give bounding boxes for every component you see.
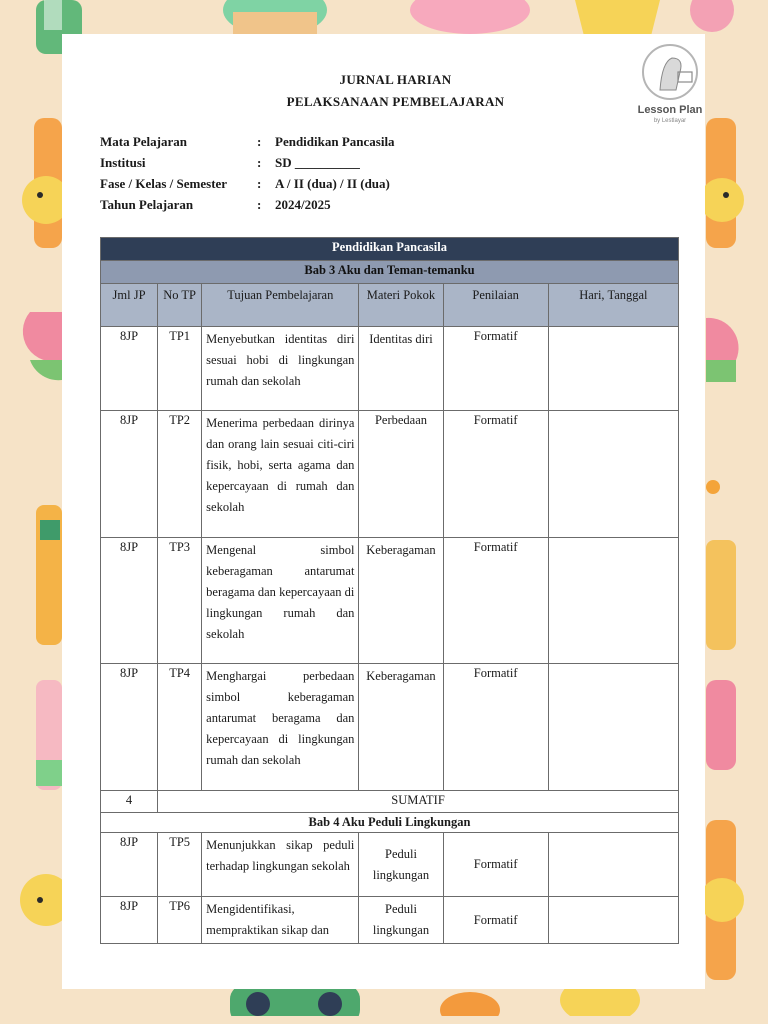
summative-label: SUMATIF [158, 791, 679, 813]
logo-title: Lesson Plan [637, 104, 703, 116]
table-row [101, 327, 679, 411]
column-header: Penilaian [443, 284, 548, 327]
cell-tanggal[interactable] [548, 833, 678, 897]
table-row [101, 897, 679, 944]
meta-label: Tahun Pelajaran [100, 197, 194, 212]
meta-label: Institusi [100, 155, 146, 170]
cell-tujuan: Menerima perbedaan dirinya dan orang lain sesuai citi-ciri fisik, hobi, serta agama dan kepercayaan di rumah dan sekolah [202, 411, 359, 538]
cell-penilaian: Formatif [443, 538, 548, 664]
column-header: Tujuan Pembelajaran [202, 284, 359, 327]
table-chapter-row [101, 813, 679, 833]
cell-tanggal[interactable] [548, 664, 678, 791]
journal-table [100, 237, 679, 944]
meta-label: Mata Pelajaran [100, 134, 188, 149]
meta-label: Fase / Kelas / Semester [100, 176, 228, 191]
meta-value: A / II (dua) / II (dua) [275, 176, 390, 191]
table-row [101, 538, 679, 664]
cell-tanggal[interactable] [548, 538, 678, 664]
meta-value: 2024/2025 [275, 197, 331, 212]
meta-colon: : [257, 134, 262, 149]
cell-jp: 8JP [101, 538, 158, 664]
meta-colon: : [257, 197, 262, 212]
meta-row-year [100, 197, 395, 218]
cell-jp: 8JP [101, 411, 158, 538]
cell-tanggal[interactable] [548, 897, 678, 944]
cell-materi: Perbedaan [359, 411, 443, 538]
cell-materi: Keberagaman [359, 538, 443, 664]
cell-penilaian: Formatif [443, 897, 548, 944]
column-header: Materi Pokok [359, 284, 443, 327]
document-title: JURNAL HARIAN [339, 72, 452, 87]
cell-jp: 4 [101, 791, 158, 813]
table-chapter-row [101, 261, 679, 284]
meta-row-institution [100, 155, 395, 176]
document-page [62, 34, 705, 989]
cell-jp: 8JP [101, 897, 158, 944]
cell-tujuan: Mengidentifikasi, mempraktikan sikap dan [202, 897, 359, 944]
cell-tujuan: Menunjukkan sikap peduli terhadap lingkungan sekolah [202, 833, 359, 897]
table-row [101, 411, 679, 538]
meta-colon: : [257, 176, 262, 191]
cell-tujuan: Mengenal simbol keberagaman antarumat beragama dan kepercayaan di lingkungan rumah dan sekolah [202, 538, 359, 664]
cell-penilaian: Formatif [443, 833, 548, 897]
table-subject-row [101, 238, 679, 261]
lesson-plan-logo [632, 42, 708, 134]
cell-jp: 8JP [101, 833, 158, 897]
document-meta [100, 134, 395, 218]
column-header: Hari, Tanggal [548, 284, 678, 327]
cell-penilaian: Formatif [443, 327, 548, 411]
cell-tanggal[interactable] [548, 327, 678, 411]
meta-row-subject [100, 134, 395, 155]
cell-tp: TP4 [158, 664, 202, 791]
cell-tp: TP2 [158, 411, 202, 538]
table-row [101, 833, 679, 897]
table-row [101, 664, 679, 791]
table-subject: Pendidikan Pancasila [101, 238, 679, 261]
cell-materi: Keberagaman [359, 664, 443, 791]
meta-value: Pendidikan Pancasila [275, 134, 395, 149]
column-header: Jml JP [101, 284, 158, 327]
meta-colon: : [257, 155, 262, 170]
table-header-row [101, 284, 679, 327]
chapter-title: Bab 4 Aku Peduli Lingkungan [101, 813, 679, 833]
cell-materi: Peduli lingkungan [359, 897, 443, 944]
logo-subtitle: by Lestlayar [653, 118, 687, 124]
cell-jp: 8JP [101, 664, 158, 791]
cell-tp: TP1 [158, 327, 202, 411]
cell-tujuan: Menghargai perbedaan simbol keberagaman antarumat beragama dan kepercayaan di lingkungan rumah dan sekolah [202, 664, 359, 791]
cell-jp: 8JP [101, 327, 158, 411]
cell-tujuan: Menyebutkan identitas diri sesuai hobi di lingkungan rumah dan sekolah [202, 327, 359, 411]
column-header: No TP [158, 284, 202, 327]
cell-penilaian: Formatif [443, 411, 548, 538]
cell-tp: TP6 [158, 897, 202, 944]
summative-row [101, 791, 679, 813]
cell-penilaian: Formatif [443, 664, 548, 791]
chapter-title: Bab 3 Aku dan Teman-temanku [101, 261, 679, 284]
cell-tanggal[interactable] [548, 411, 678, 538]
document-subtitle: PELAKSANAAN PEMBELAJARAN [286, 94, 505, 109]
meta-row-phase [100, 176, 395, 197]
cell-materi: Identitas diri [359, 327, 443, 411]
cell-materi: Peduli lingkungan [359, 833, 443, 897]
meta-value: SD __________ [275, 155, 360, 170]
cell-tp: TP3 [158, 538, 202, 664]
cell-tp: TP5 [158, 833, 202, 897]
